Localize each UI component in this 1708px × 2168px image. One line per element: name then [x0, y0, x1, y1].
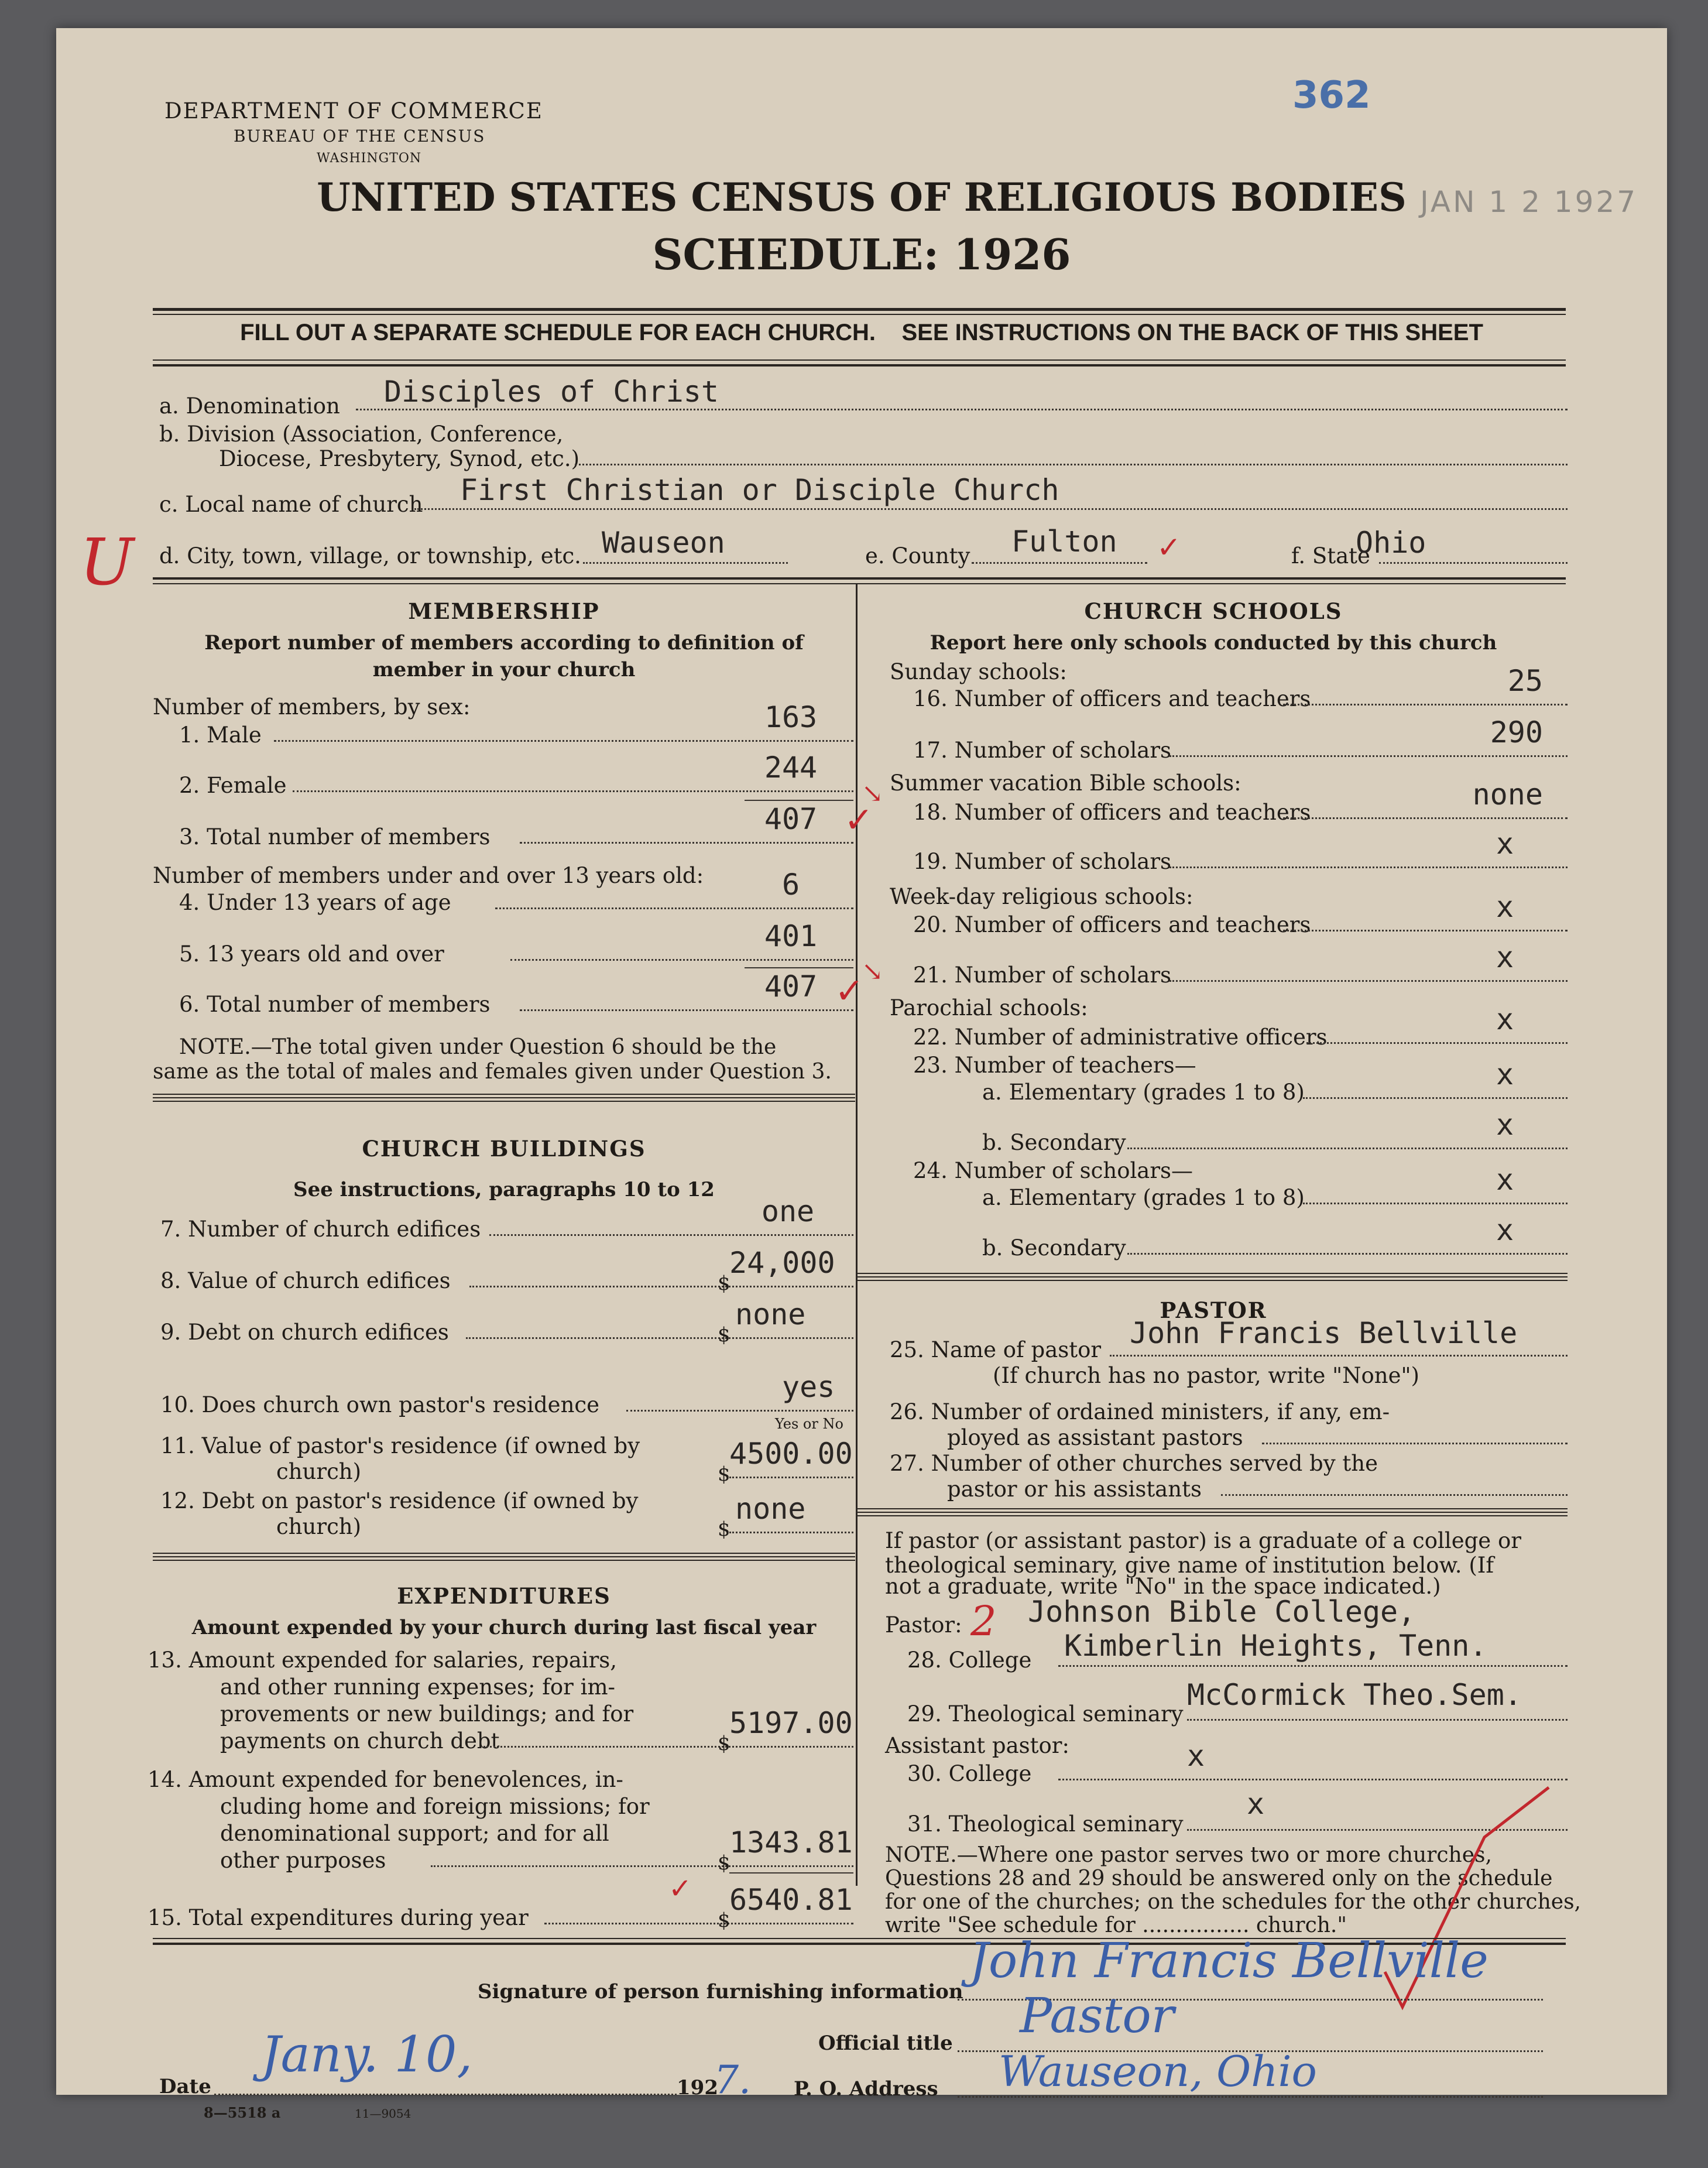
year-prefix: 192: [677, 2076, 718, 2099]
sum-line: [729, 1872, 853, 1874]
buildings-row-label: 9. Debt on church edifices: [160, 1320, 449, 1345]
assistant-college-value: x: [1187, 1739, 1205, 1773]
dotted-line: [1303, 1203, 1568, 1204]
parochial-schools-label: Parochial schools:: [890, 995, 1088, 1020]
check-mark: ✓: [844, 800, 874, 841]
membership-note-2: same as the total of males and females given under Question 3.: [153, 1060, 832, 1084]
buildings-row-value: none: [735, 1297, 806, 1331]
state-value: Ohio: [1356, 526, 1426, 560]
dotted-line: [520, 1009, 853, 1011]
form-number: 8—5518 a: [204, 2104, 281, 2121]
buildings-row-label: 12. Debt on pastor's residence (if owned by: [160, 1488, 639, 1513]
dept-name: DEPARTMENT OF COMMERCE: [164, 98, 543, 124]
q13-line: 13. Amount expended for salaries, repairs,: [148, 1648, 618, 1673]
check-mark: ✓: [668, 1872, 692, 1905]
dotted-line: [214, 2094, 677, 2095]
check-mark: ✓: [835, 971, 865, 1012]
dotted-line: [1127, 1253, 1568, 1255]
by-age-label: Number of members under and over 13 years old:: [153, 863, 704, 888]
assistant-college-label: 30. College: [907, 1761, 1032, 1786]
schools-row-value: x: [1496, 827, 1514, 861]
schools-row-label: 22. Number of administrative officers: [913, 1025, 1328, 1050]
county-label: e. County: [865, 543, 970, 568]
by-sex-label: Number of members, by sex:: [153, 694, 471, 720]
column-divider: [856, 583, 858, 1886]
rule: [153, 1097, 855, 1098]
dotted-line: [469, 1286, 853, 1287]
assistant-pastor-label: Assistant pastor:: [885, 1733, 1069, 1758]
yes-no-caption: Yes or No: [775, 1416, 843, 1432]
dotted-line: [274, 740, 853, 742]
dollar-sign: $: [718, 1851, 730, 1875]
schools-subtitle: Report here only schools conducted by this church: [930, 631, 1497, 655]
city-value: Wauseon: [602, 526, 725, 560]
q27-line-1: 27. Number of other churches served by the: [890, 1451, 1378, 1476]
dotted-line: [1058, 1779, 1568, 1780]
dollar-sign: $: [718, 1518, 730, 1541]
college-value: Kimberlin Heights, Tenn.: [1064, 1629, 1487, 1663]
pastor-name-note: (If church has no pastor, write "None"): [993, 1363, 1419, 1388]
summer-schools-label: Summer vacation Bible schools:: [890, 770, 1241, 796]
dotted-line: [1221, 1494, 1568, 1496]
schools-row-label: 16. Number of officers and teachers: [913, 686, 1311, 711]
membership-subtitle-1: Report number of members according to definition of: [204, 631, 804, 655]
sum-line: [745, 967, 853, 968]
dotted-line: [520, 842, 853, 844]
dollar-sign: $: [718, 1323, 730, 1347]
dotted-line: [583, 562, 788, 564]
dotted-line: [1283, 704, 1568, 705]
dotted-line: [958, 2096, 1543, 2098]
schools-row-value: 290: [1490, 715, 1543, 749]
schools-row-value: x: [1496, 1213, 1514, 1247]
rule: [857, 1512, 1568, 1513]
dotted-line: [1169, 980, 1568, 982]
bureau-name: BUREAU OF THE CENSUS: [234, 126, 486, 146]
census-schedule-sheet: [56, 28, 1667, 2121]
dotted-line: [414, 508, 1568, 510]
schedule-number: 362: [1292, 74, 1371, 117]
membership-row-label: 5. 13 years old and over: [179, 941, 444, 967]
membership-row-label: 4. Under 13 years of age: [179, 890, 451, 915]
dotted-line: [1169, 866, 1568, 868]
division-label-line2: Diocese, Presbytery, Synod, etc.): [219, 446, 580, 471]
membership-row-value: 401: [764, 919, 818, 953]
po-address-value: Wauseon, Ohio: [999, 2047, 1317, 2096]
buildings-row-value: 24,000: [729, 1246, 835, 1280]
rule: [153, 1556, 855, 1557]
buildings-row-label: 7. Number of church edifices: [160, 1217, 481, 1242]
schools-row-value: x: [1496, 1163, 1514, 1197]
signature-value: John Francis Bellville: [969, 1933, 1489, 1989]
dotted-line: [1303, 1097, 1568, 1099]
check-mark: ↘: [862, 779, 883, 809]
membership-row-label: 2. Female: [179, 773, 287, 798]
membership-heading: MEMBERSHIP: [408, 598, 600, 624]
pastor-name-label: 25. Name of pastor: [890, 1337, 1102, 1362]
membership-row-value: 407: [764, 802, 818, 836]
q13-line: payments on church debt: [220, 1728, 500, 1753]
schools-row-value: x: [1496, 1002, 1514, 1036]
rule: [857, 1276, 1568, 1277]
check-mark: ✓: [1157, 530, 1181, 564]
check-mark: ↘: [862, 957, 883, 987]
q14-line: denominational support; and for all: [220, 1821, 609, 1846]
schools-row-value: none: [1472, 778, 1543, 811]
q26-line-1: 26. Number of ordained ministers, if any, em-: [890, 1399, 1390, 1424]
dotted-line: [510, 959, 853, 961]
expenditures-heading: EXPENDITURES: [397, 1583, 611, 1609]
division-label-line1: b. Division (Association, Conference,: [159, 422, 564, 447]
q14-line: other purposes: [220, 1848, 386, 1873]
dotted-line: [544, 1923, 853, 1924]
membership-row-label: 6. Total number of members: [179, 992, 491, 1017]
schools-row-label: a. Elementary (grades 1 to 8): [982, 1080, 1305, 1105]
rule: [153, 1560, 855, 1561]
dotted-line: [495, 907, 853, 909]
graduate-note-2: theological seminary, give name of institution below. (If: [885, 1553, 1494, 1578]
schools-row-value: 25: [1507, 664, 1543, 698]
rule: [153, 583, 1566, 584]
schools-row-label: 17. Number of scholars: [913, 738, 1172, 763]
dotted-line: [1283, 930, 1568, 931]
dotted-line: [356, 409, 1568, 410]
pastor-note-2: Questions 28 and 29 should be answered only on the schedule: [885, 1866, 1553, 1890]
q14-line: cluding home and foreign missions; for: [220, 1794, 650, 1819]
dotted-line: [626, 1410, 853, 1412]
buildings-row-value: none: [735, 1492, 806, 1526]
buildings-row-label: 11. Value of pastor's residence (if owned by: [160, 1433, 640, 1458]
official-title-value: Pastor: [1020, 1988, 1174, 2044]
scholars-label: 24. Number of scholars—: [913, 1158, 1193, 1183]
q15-value: 6540.81: [729, 1883, 853, 1917]
schools-row-label: 20. Number of officers and teachers: [913, 912, 1311, 937]
q14-value: 1343.81: [729, 1825, 853, 1859]
rule: [857, 1515, 1568, 1516]
rule: [153, 359, 1566, 361]
buildings-row-value: 4500.00: [729, 1437, 853, 1471]
date-value: Jany. 10,: [261, 2026, 473, 2083]
rule: [857, 1508, 1568, 1509]
local-name-value: First Christian or Disciple Church: [460, 473, 1059, 507]
schools-heading: CHURCH SCHOOLS: [1084, 598, 1343, 624]
schools-row-label: b. Secondary: [982, 1130, 1126, 1155]
year-value: 7.: [714, 2057, 751, 2102]
membership-row-label: 1. Male: [179, 722, 262, 748]
dotted-line: [729, 1532, 853, 1533]
college-value-line1: Johnson Bible College,: [1028, 1595, 1416, 1629]
dollar-sign: $: [718, 1909, 730, 1932]
received-stamp: JAN 1 2 1927: [1420, 185, 1638, 219]
dotted-line: [466, 1337, 853, 1339]
q13-line: and other running expenses; for im-: [220, 1674, 616, 1700]
membership-row-label: 3. Total number of members: [179, 824, 491, 850]
dotted-line: [1379, 562, 1568, 564]
signature-label: Signature of person furnishing information: [478, 1980, 963, 2003]
dotted-line: [1127, 1148, 1568, 1149]
pastor-edu-mark: 2: [970, 1597, 997, 1645]
pastor-note-4: write "See schedule for ................ church.": [885, 1913, 1347, 1937]
schedule-year: SCHEDULE: 1926: [652, 230, 1071, 279]
dotted-line: [1110, 1355, 1568, 1357]
dotted-line: [1058, 1665, 1568, 1667]
membership-subtitle-2: member in your church: [372, 658, 636, 681]
bureau-city: WASHINGTON: [317, 151, 422, 166]
schools-row-label: 21. Number of scholars: [913, 963, 1172, 988]
dollar-sign: $: [718, 1463, 730, 1486]
dotted-line: [972, 562, 1147, 564]
membership-note-1: NOTE.—The total given under Question 6 should be the: [179, 1035, 777, 1059]
q13-line: provements or new buildings; and for: [220, 1701, 634, 1727]
assistant-seminary-label: 31. Theological seminary: [907, 1811, 1184, 1837]
dollar-sign: $: [718, 1272, 730, 1295]
rule: [153, 577, 1566, 580]
teachers-label: 23. Number of teachers—: [913, 1053, 1196, 1078]
schools-row-label: b. Secondary: [982, 1235, 1126, 1261]
membership-row-value: 6: [781, 868, 800, 902]
dotted-line: [575, 464, 1568, 465]
rule: [857, 1280, 1568, 1281]
rule: [153, 364, 1566, 367]
date-label: Date: [159, 2075, 211, 2098]
buildings-row-label: 10. Does church own pastor's residence: [160, 1392, 600, 1417]
buildings-row-label-cont: church): [276, 1459, 362, 1484]
denomination-value: Disciples of Christ: [384, 375, 719, 409]
pastor-name-value: John Francis Bellville: [1130, 1316, 1518, 1350]
dotted-line: [729, 1477, 853, 1478]
dotted-line: [1283, 817, 1568, 819]
graduate-note-1: If pastor (or assistant pastor) is a graduate of a college or: [885, 1528, 1521, 1553]
dotted-line: [431, 1865, 853, 1867]
buildings-row-label-cont: church): [276, 1514, 362, 1539]
schools-row-label: 19. Number of scholars: [913, 849, 1172, 874]
schools-row-value: x: [1496, 940, 1514, 974]
q13-value: 5197.00: [729, 1706, 853, 1740]
schools-row-label: 18. Number of officers and teachers: [913, 800, 1311, 825]
pastor-note-3: for one of the churches; on the schedules for the other churches,: [885, 1890, 1581, 1914]
pastor-heading: PASTOR: [1160, 1297, 1267, 1323]
dotted-line: [483, 1746, 853, 1748]
city-label: d. City, town, village, or township, etc.: [159, 543, 581, 568]
buildings-heading: CHURCH BUILDINGS: [362, 1136, 646, 1162]
dotted-line: [489, 1234, 853, 1236]
form-title: UNITED STATES CENSUS OF RELIGIOUS BODIES: [317, 174, 1407, 220]
pastor-edu-label: Pastor:: [885, 1612, 962, 1638]
seminary-label: 29. Theological seminary: [907, 1701, 1184, 1727]
dollar-sign: $: [718, 1732, 730, 1755]
membership-row-value: 244: [764, 751, 818, 785]
print-number: 11—9054: [355, 2107, 411, 2121]
dotted-line: [1187, 1719, 1568, 1721]
dotted-line: [1262, 1443, 1568, 1444]
schools-row-value: x: [1496, 1057, 1514, 1091]
instruction-banner: FILL OUT A SEPARATE SCHEDULE FOR EACH CHURCH. SEE INSTRUCTIONS ON THE BACK OF THIS SHEET: [240, 320, 1483, 345]
membership-row-value: 407: [764, 970, 818, 1003]
schools-row-value: x: [1496, 890, 1514, 924]
county-value: Fulton: [1011, 525, 1117, 559]
buildings-row-label: 8. Value of church edifices: [160, 1268, 451, 1293]
assistant-seminary-value: x: [1247, 1787, 1265, 1821]
rule: [153, 308, 1566, 311]
sum-line: [745, 800, 853, 801]
weekday-schools-label: Week-day religious schools:: [890, 884, 1193, 909]
rule: [153, 1553, 855, 1554]
schools-row-label: a. Elementary (grades 1 to 8): [982, 1185, 1305, 1210]
q26-line-2: ployed as assistant pastors: [947, 1425, 1243, 1450]
sunday-schools-label: Sunday schools:: [890, 659, 1067, 684]
rule: [153, 314, 1566, 315]
rule: [857, 1273, 1568, 1274]
buildings-row-value: one: [761, 1194, 815, 1228]
seminary-value: McCormick Theo.Sem.: [1187, 1678, 1522, 1712]
dotted-line: [293, 790, 853, 792]
po-address-label: P. O. Address: [794, 2077, 938, 2101]
margin-mark: U: [80, 525, 134, 600]
buildings-subtitle: See instructions, paragraphs 10 to 12: [293, 1178, 715, 1201]
state-label: f. State: [1291, 543, 1370, 568]
local-name-label: c. Local name of church: [159, 492, 423, 517]
schools-row-value: x: [1496, 1108, 1514, 1142]
q14-line: 14. Amount expended for benevolences, in-: [148, 1767, 623, 1792]
dotted-line: [1306, 1042, 1568, 1044]
q27-line-2: pastor or his assistants: [947, 1477, 1202, 1502]
rule: [153, 1101, 855, 1102]
denomination-label: a. Denomination: [159, 393, 340, 419]
college-label: 28. College: [907, 1648, 1032, 1673]
rule: [153, 1094, 855, 1095]
q15-label: 15. Total expenditures during year: [148, 1905, 529, 1930]
expenditures-subtitle: Amount expended by your church during last fiscal year: [191, 1616, 817, 1639]
official-title-label: Official title: [818, 2032, 953, 2055]
graduate-note-3: not a graduate, write "No" in the space indicated.): [885, 1574, 1441, 1599]
membership-row-value: 163: [764, 700, 818, 734]
pastor-note-1: NOTE.—Where one pastor serves two or more churches,: [885, 1843, 1492, 1867]
dotted-line: [1169, 755, 1568, 757]
buildings-row-value: yes: [782, 1370, 835, 1404]
